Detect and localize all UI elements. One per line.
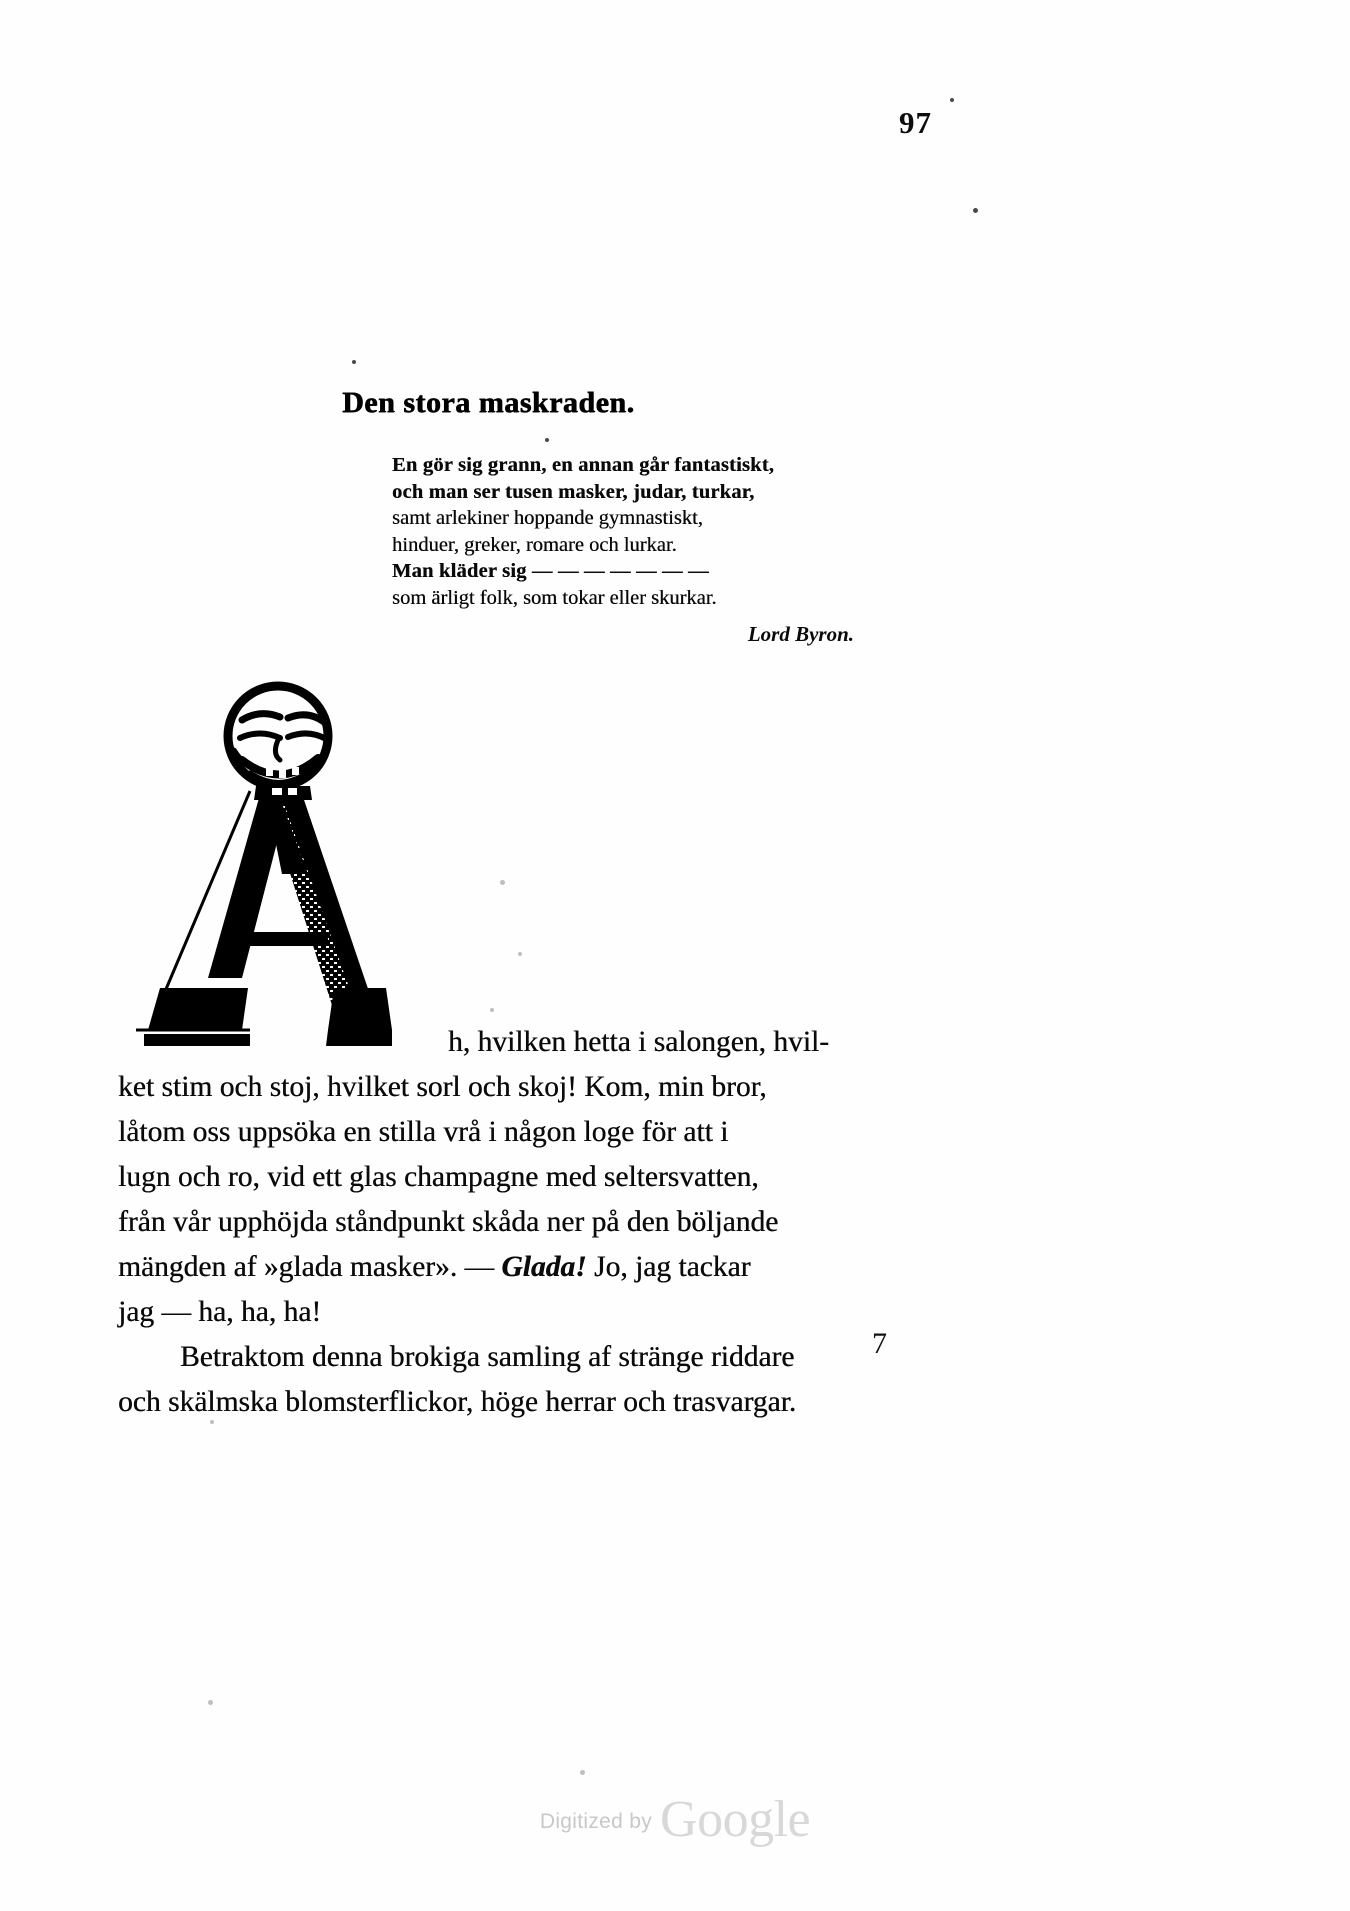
body-line: från vår upphöjda ståndpunkt skåda ner på den böljande [118, 1206, 779, 1238]
google-logo-text: Google [660, 1791, 811, 1848]
signature-mark: 7 [872, 1327, 887, 1360]
emphasis-glada: Glada! [501, 1251, 587, 1283]
digitized-by-google-watermark [0, 1790, 1350, 1849]
epigraph-line: En gör sig grann, en annan går fantastiskt, [392, 454, 775, 476]
dropcap-illustration-a [130, 678, 460, 1058]
body-line: jag — ha, ha, ha! [118, 1296, 322, 1328]
epigraph-line: hinduer, greker, romare och lurkar. [392, 533, 677, 556]
body-line: lugn och ro, vid ett glas champagne med seltersvatten, [118, 1161, 759, 1193]
body-line: låtom oss uppsöka en stilla vrå i någon loge för att i [118, 1116, 729, 1148]
body-line: och skälmska blomsterflickor, höge herrar och trasvargar. [118, 1386, 797, 1418]
watermark-prefix: Digitized by [539, 1810, 653, 1833]
body-text [118, 1020, 948, 1425]
epigraph-line: och man ser tusen masker, judar, turkar, [392, 480, 755, 503]
page-number: 97 [899, 105, 932, 140]
body-line: h, hvilken hetta i salongen, hvil- [448, 1026, 829, 1058]
scan-speck [500, 880, 505, 885]
scan-speck [950, 98, 954, 102]
scan-speck [208, 1700, 213, 1705]
body-line: Betraktom denna brokiga samling af stränge riddare [180, 1341, 795, 1373]
scan-speck [518, 952, 522, 956]
epigraph-verse [392, 452, 932, 611]
body-line: ket stim och stoj, hvilket sorl och skoj! Kom, min bror, [118, 1071, 767, 1103]
body-line-segment: mängden af »glada masker». — [118, 1251, 494, 1283]
epigraph-line: samt arlekiner hoppande gymnastiskt, [392, 507, 703, 529]
scan-speck [580, 1770, 585, 1775]
scan-speck [545, 438, 549, 442]
scan-speck [210, 1420, 214, 1424]
epigraph-attribution: Lord Byron. [747, 622, 854, 646]
mask-face-icon [228, 686, 328, 786]
chapter-title: Den stora maskraden. [342, 386, 635, 419]
epigraph-line: som ärligt folk, som tokar eller skurkar. [392, 586, 717, 609]
body-line-mixed [118, 1245, 948, 1290]
scan-speck [973, 208, 978, 213]
body-line-segment: Jo, jag tackar [593, 1251, 751, 1283]
scan-speck [352, 360, 356, 364]
scan-speck [490, 1008, 494, 1012]
epigraph-line: Man kläder sig — — — — — — — [392, 560, 709, 582]
